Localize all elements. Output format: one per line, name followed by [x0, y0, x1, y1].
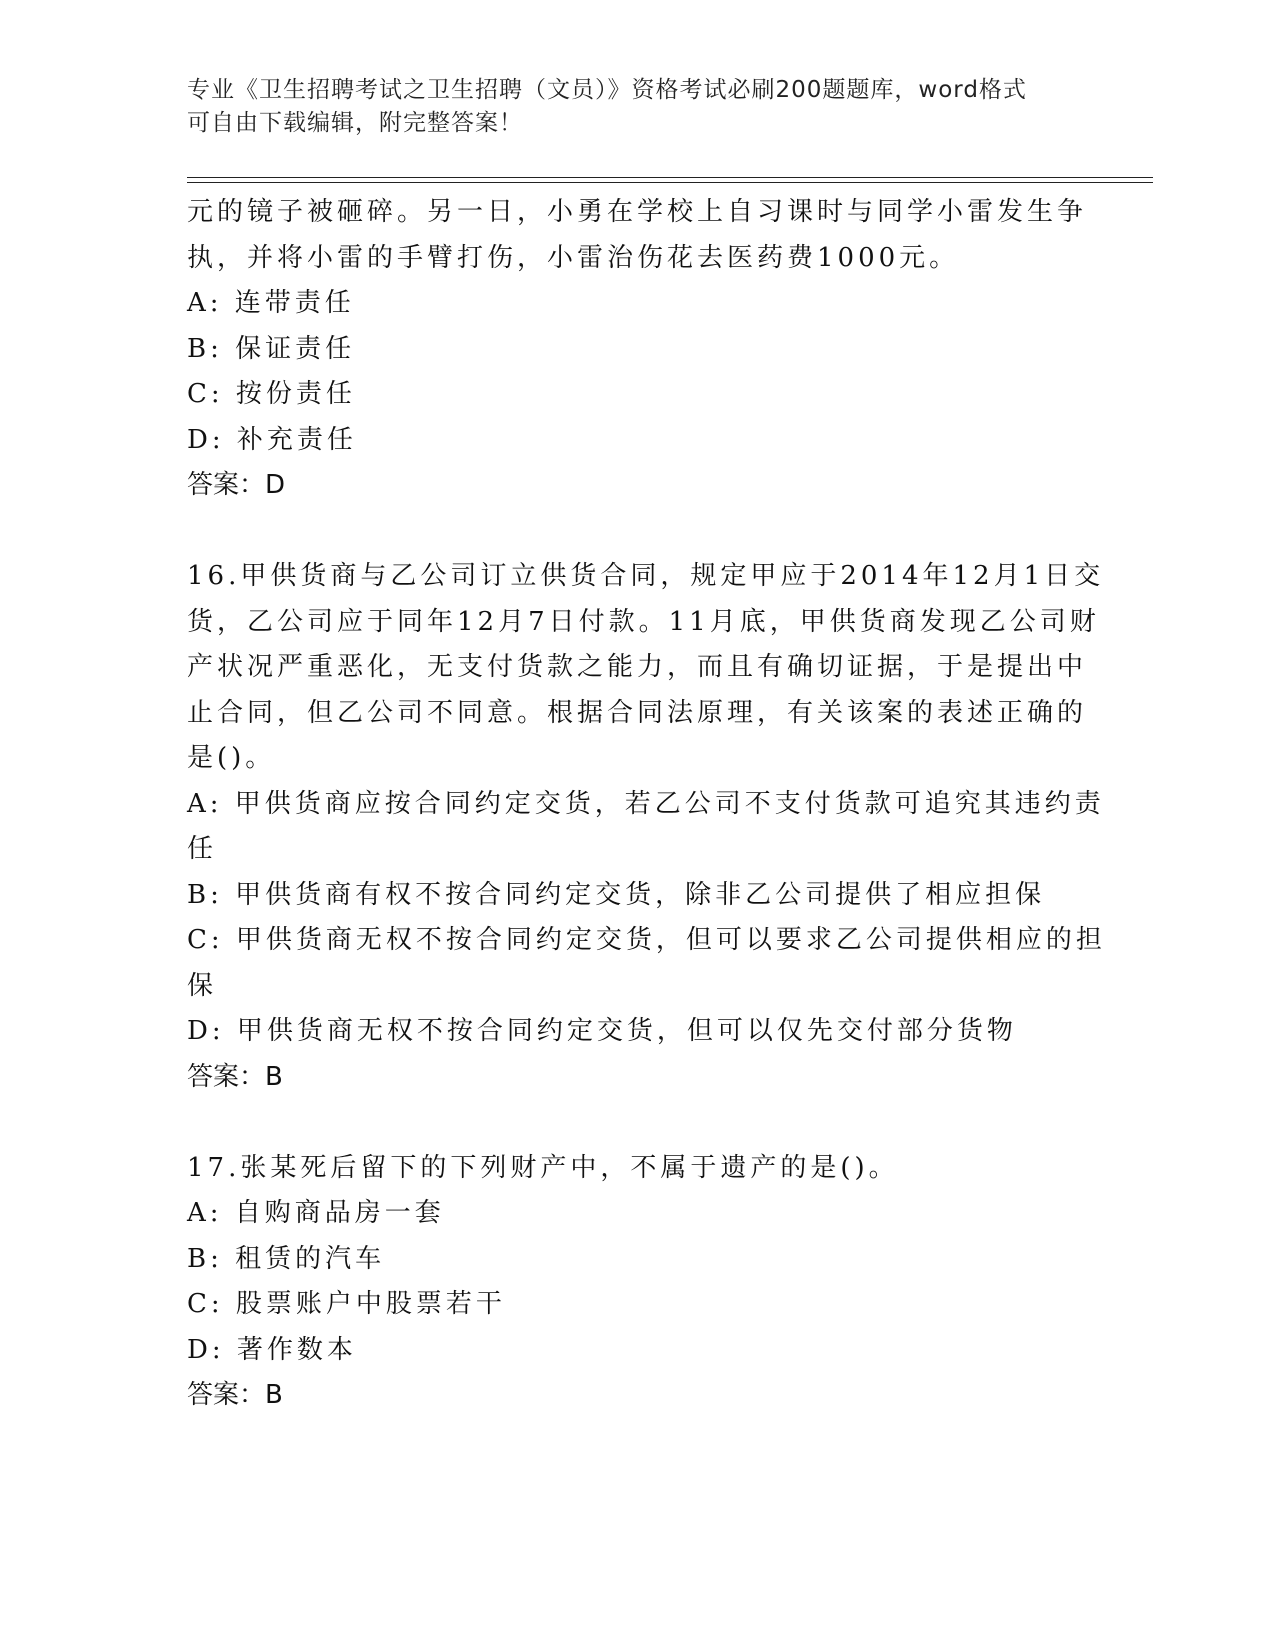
option-c: C: 股票账户中股票若干 [187, 1289, 506, 1319]
question-17 [187, 1146, 1087, 1419]
question-stem-line: 执，并将小雷的手臂打伤，小雷治伤花去医药费1000元。 [187, 242, 960, 273]
header-title-line-2: 可自由下载编辑，附完整答案！ [187, 110, 523, 136]
option-c-continuation: 保 [187, 970, 218, 1001]
question-stem-line: 元的镜子被砸碎。另一日，小勇在学校上自习课时与同学小雷发生争 [187, 197, 1088, 227]
document-body [187, 190, 1106, 1419]
question-15 [187, 190, 1087, 509]
option-b: B: 租赁的汽车 [187, 1243, 386, 1274]
header-divider-top [187, 177, 1153, 178]
answer-line: 答案：B [187, 1380, 283, 1410]
header-title-line-1: 专业《卫生招聘考试之卫生招聘（文员）》资格考试必刷200题题库，word格式 [187, 77, 1027, 103]
option-c: C: 甲供货商无权不按合同约定交货，但可以要求乙公司提供相应的担 [187, 925, 1106, 955]
question-stem-line: 货，乙公司应于同年12月7日付款。11月底，甲供货商发现乙公司财 [187, 606, 1100, 637]
question-stem-line: 是()。 [187, 743, 276, 773]
question-spacer [187, 1100, 1087, 1146]
header-divider-bottom [187, 182, 1153, 183]
question-stem-line: 止合同，但乙公司不同意。根据合同法原理，有关该案的表述正确的 [187, 697, 1088, 728]
answer-line: 答案：D [187, 470, 286, 500]
option-c: C: 按份责任 [187, 379, 356, 409]
option-d: D: 补充责任 [187, 424, 357, 455]
document-header [187, 74, 1087, 140]
question-stem-line: 17.张某死后留下的下列财产中，不属于遗产的是()。 [187, 1152, 899, 1183]
option-d: D: 甲供货商无权不按合同约定交货，但可以仅先交付部分货物 [187, 1016, 1017, 1046]
question-spacer [187, 509, 1087, 555]
option-a: A: 连带责任 [187, 288, 355, 318]
question-stem-line: 产状况严重恶化，无支付货款之能力，而且有确切证据，于是提出中 [187, 652, 1088, 682]
answer-line: 答案：B [187, 1061, 283, 1092]
option-b: B: 甲供货商有权不按合同约定交货，除非乙公司提供了相应担保 [187, 879, 1046, 910]
option-a: A: 自购商品房一套 [187, 1198, 445, 1228]
question-16 [187, 554, 1106, 1100]
option-a: A: 甲供货商应按合同约定交货，若乙公司不支付货款可追究其违约责 [187, 788, 1105, 819]
option-d: D: 著作数本 [187, 1334, 357, 1365]
option-a-continuation: 任 [187, 834, 218, 864]
question-stem-line: 16.甲供货商与乙公司订立供货合同，规定甲应于2014年12月1日交 [187, 561, 1105, 591]
option-b: B: 保证责任 [187, 333, 356, 364]
